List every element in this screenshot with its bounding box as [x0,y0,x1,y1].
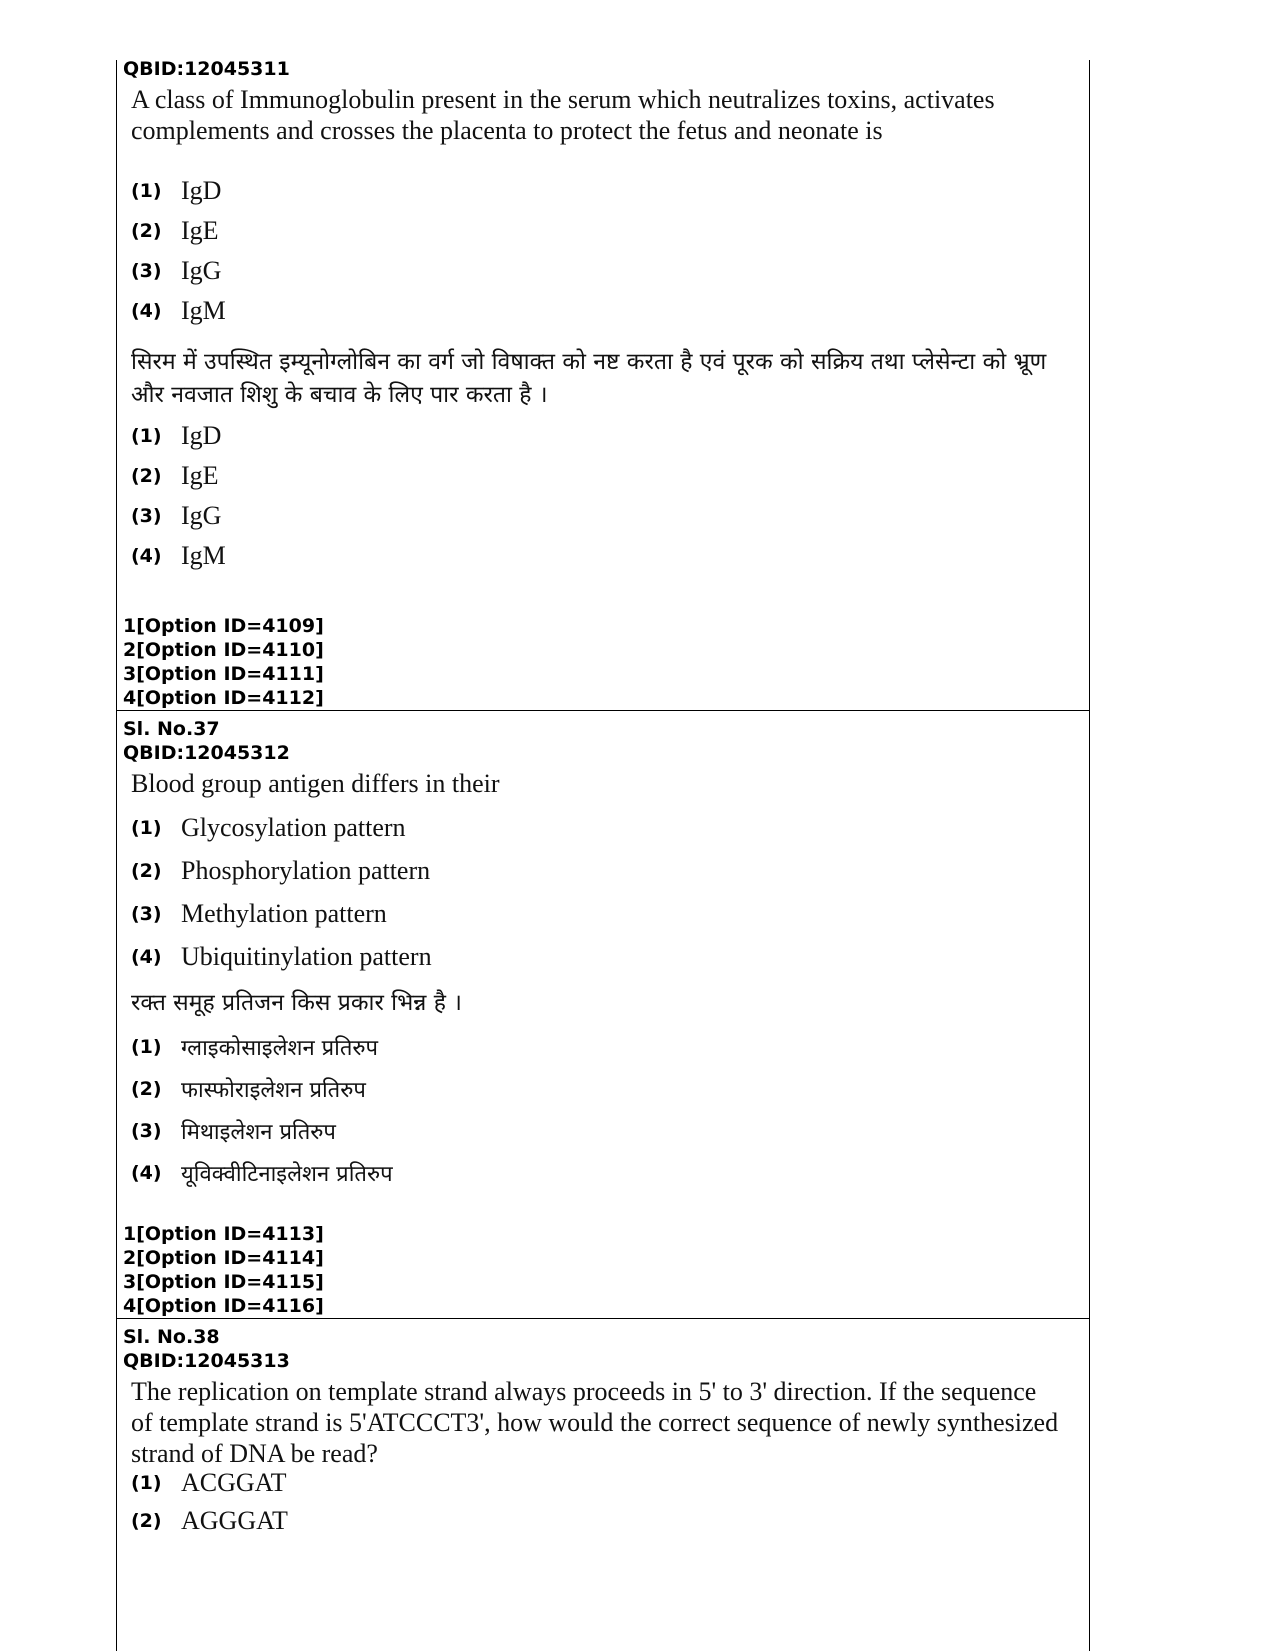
option-text: Methylation pattern [181,899,387,928]
option-text: IgG [181,256,222,285]
question-text-english: A class of Immunoglobulin present in the serum which neutralizes toxins, activates complements and crosses the placenta to protect the fetus and neonate is [131,85,995,145]
option-id-list [123,614,324,710]
option-item [131,1158,393,1192]
qbid-label: QBID:12045312 [123,742,290,764]
option-number: (2) [131,860,162,882]
option-item [131,856,430,890]
option-text: फास्फोराइलेशन प्रतिरुप [181,1078,366,1103]
option-text: AGGGAT [181,1506,288,1535]
option-number: (2) [131,465,162,487]
option-number: (4) [131,300,162,322]
option-number: (1) [131,425,162,447]
option-item [131,1506,288,1540]
option-text: IgM [181,541,226,570]
serial-number-label: Sl. No.37 [123,718,220,740]
option-item [131,461,219,495]
option-text: IgM [181,296,226,325]
option-item [131,1116,336,1150]
option-text: Glycosylation pattern [181,813,406,842]
option-number: (2) [131,1078,162,1100]
option-number: (4) [131,545,162,567]
option-text: IgD [181,421,222,450]
option-id: 3[Option ID=4115] [123,1271,324,1293]
option-id: 1[Option ID=4109] [123,615,324,637]
option-item [131,1032,378,1066]
option-number: (1) [131,1036,162,1058]
question-text-english: The replication on template strand always proceeds in 5' to 3' direction. If the sequence of template strand is 5'ATCCCT3', how would the correct sequence of newly synthesized strand of DNA be read? [131,1377,1059,1468]
question-text-hindi: सिरम में उपस्थित इम्यूनोग्लोबिन का वर्ग जो विषाक्त को नष्ट करता है एवं पूरक को सक्रिय तथा प्लेसेन्टा को भ्रूण और नवजात शिशु के बचाव के लिए पार करता है । [131,349,1047,408]
option-number: (1) [131,1472,162,1494]
qbid-label: QBID:12045311 [123,58,290,80]
qbid-label: QBID:12045313 [123,1350,290,1372]
option-number: (3) [131,260,162,282]
option-item [131,899,387,933]
option-item [131,501,221,535]
option-item [131,813,406,847]
option-text: Phosphorylation pattern [181,856,431,885]
option-text: IgG [181,501,222,530]
option-id: 3[Option ID=4111] [123,663,324,685]
option-id-list [123,1222,324,1318]
option-item [131,421,221,455]
option-number: (4) [131,1162,162,1184]
option-number: (3) [131,1120,162,1142]
row-divider [116,1318,1090,1319]
option-number: (4) [131,946,162,968]
option-id: 2[Option ID=4110] [123,639,324,661]
option-text: Ubiquitinylation pattern [181,942,432,971]
option-number: (1) [131,180,162,202]
option-item [131,296,226,330]
option-text: यूविक्वीटिनाइलेशन प्रतिरुप [181,1162,393,1187]
option-number: (3) [131,505,162,527]
option-text: ग्लाइकोसाइलेशन प्रतिरुप [181,1036,379,1061]
option-item [131,176,221,210]
option-id: 4[Option ID=4116] [123,1295,324,1317]
row-divider [116,710,1090,711]
option-number: (3) [131,903,162,925]
option-item [131,1468,286,1502]
option-number: (2) [131,1510,162,1532]
option-text: ACGGAT [181,1468,287,1497]
option-text: मिथाइलेशन प्रतिरुप [181,1120,336,1145]
option-item [131,1074,366,1108]
option-number: (2) [131,220,162,242]
option-item [131,216,219,250]
question-text-hindi: रक्त समूह प्रतिजन किस प्रकार भिन्न है । [131,990,462,1016]
option-text: IgE [181,461,219,490]
serial-number-label: Sl. No.38 [123,1326,220,1348]
option-item [131,256,221,290]
option-id: 1[Option ID=4113] [123,1223,324,1245]
option-text: IgE [181,216,219,245]
option-id: 4[Option ID=4112] [123,687,324,709]
option-item [131,942,432,976]
option-text: IgD [181,176,222,205]
option-number: (1) [131,817,162,839]
option-item [131,541,226,575]
option-id: 2[Option ID=4114] [123,1247,324,1269]
question-text-english: Blood group antigen differs in their [131,769,500,798]
